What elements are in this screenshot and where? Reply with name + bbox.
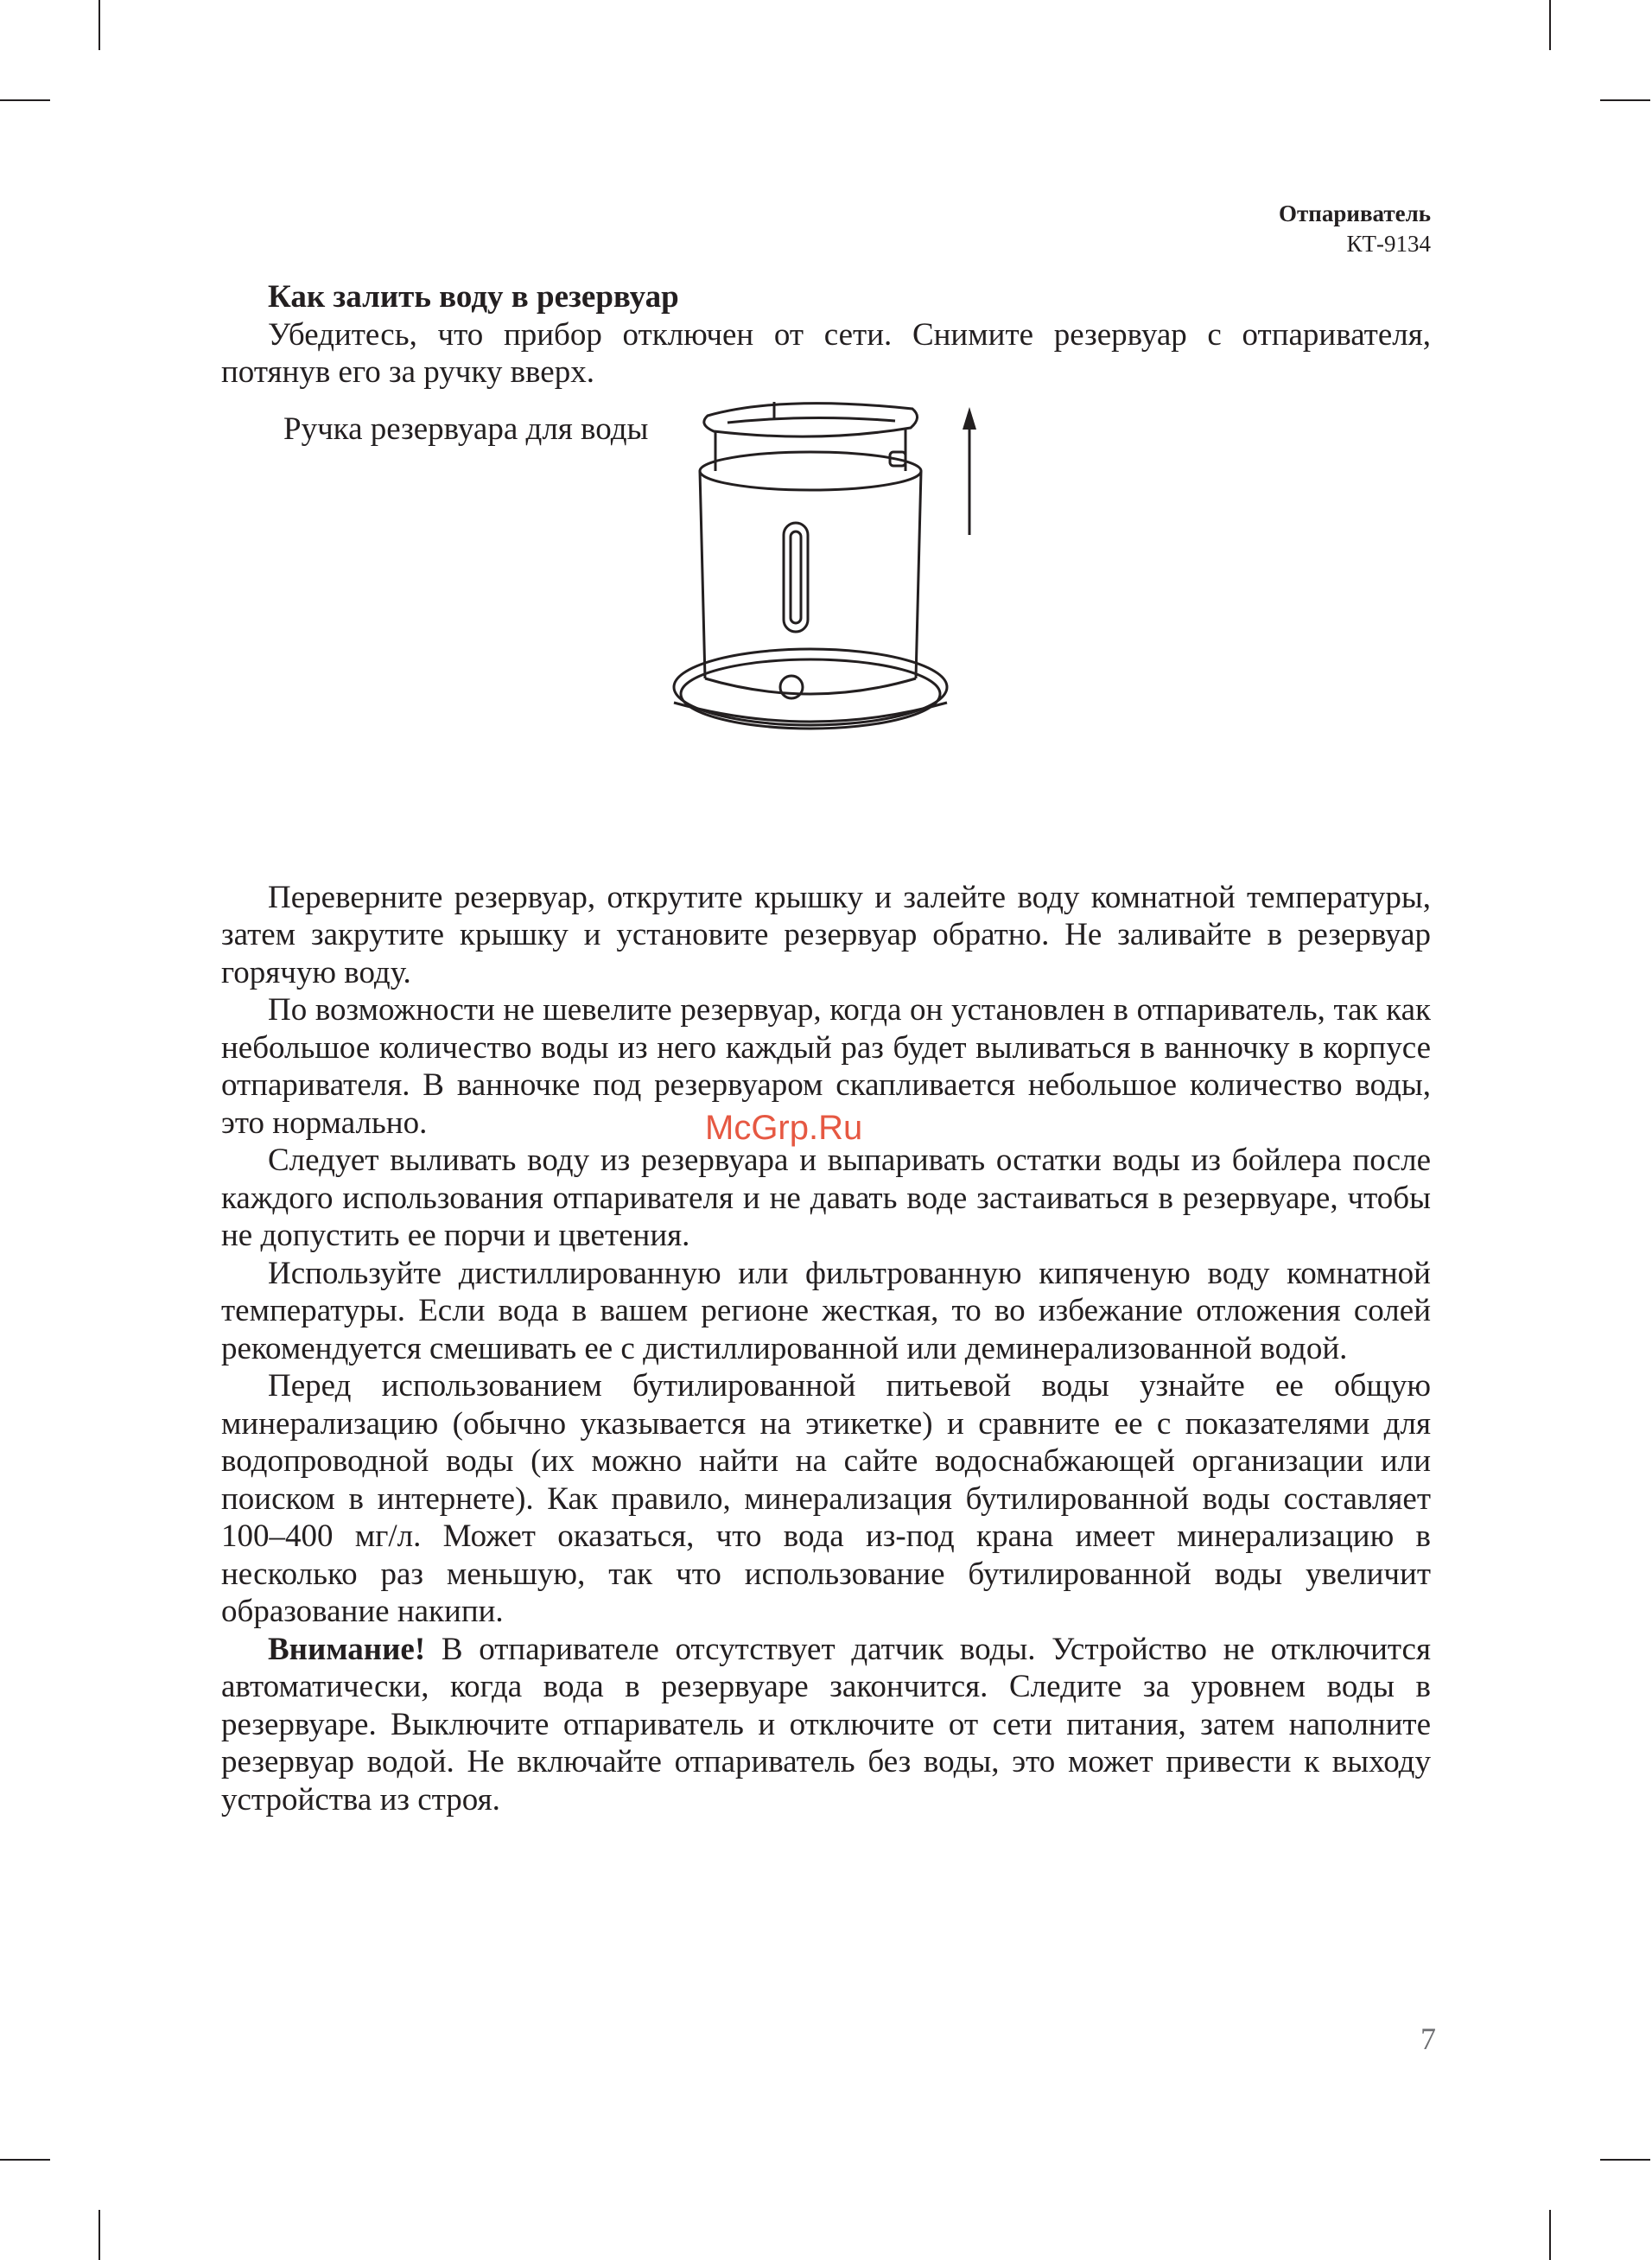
paragraph-water-type: Используйте дистиллированную или фильтрованную кипяченую воду комнатной температуры. Если вода в вашем регионе жесткая, то во избежание отложения солей рекомендуется смешивать ее с дистиллированной или деминерализованной водой. bbox=[221, 1255, 1431, 1366]
paragraph-mineralization: Перед использованием бутилированной питьевой воды узнайте ее общую минерализацию (обычно указывается на этикетке) и сравните ее с показателями для водопроводной воды (их можно найти на сайте водоснабжающей организации или поиском в интернете). Как правило, минерализация бутилированной воды составляет 100–400 мг/л. Может оказаться, что вода из-под крана имеет минерализацию в несколько раз меньшую, так что использование бутилированной воды увеличит образование накипи. bbox=[221, 1368, 1431, 1629]
spacer bbox=[221, 817, 1431, 879]
crop-mark bbox=[1600, 2159, 1650, 2161]
crop-mark bbox=[1549, 0, 1551, 50]
warning-lead: Внимание! bbox=[268, 1631, 426, 1667]
crop-mark bbox=[98, 2210, 100, 2260]
paragraph-drain: Следует выливать воду из резервуара и выпаривать остатки воды из бойлера после каждого использования отпаривателя и не давать воде застаиваться в резервуаре, чтобы не допустить ее порчи и цветения. bbox=[221, 1143, 1431, 1253]
page-number: 7 bbox=[1420, 2021, 1436, 2056]
intro-paragraph: Убедитесь, что прибор отключен от сети. Снимите резервуар с отпаривателя, потянув его за ручку вверх. bbox=[221, 316, 1431, 390]
figure-label: Ручка резервуара для воды bbox=[283, 411, 649, 447]
paragraph-warning bbox=[221, 1631, 1431, 1819]
running-header bbox=[1279, 199, 1431, 259]
crop-mark bbox=[1549, 2210, 1551, 2260]
warning-text: В отпаривателе отсутствует датчик воды. Устройство не отключится автоматически, когда вода в резервуаре закончится. Следите за уровнем воды в резервуаре. Выключите отпариватель и отключите от сети питания, затем наполните резервуар водой. Не включайте отпариватель без воды, это может привести к выходу устройства из строя. bbox=[221, 1631, 1431, 1818]
water-tank-illustration bbox=[221, 402, 1431, 817]
crop-mark bbox=[0, 99, 50, 101]
paragraph-refill: Переверните резервуар, открутите крышку и залейте воду комнатной температуры, затем закрутите крышку и установите резервуар обратно. Не заливайте в резервуар горячую воду. bbox=[221, 879, 1431, 990]
paragraph-tray: По возможности не шевелите резервуар, когда он установлен в отпариватель, так как небольшое количество воды из него каждый раз будет выливаться в ванночку в корпусе отпаривателя. В ванночке под резервуаром скапливается небольшое количество воды, это нормально. bbox=[221, 992, 1431, 1141]
crop-mark bbox=[1600, 99, 1650, 101]
crop-mark bbox=[0, 2159, 50, 2161]
section-title: Как залить воду в резервуар bbox=[268, 279, 679, 315]
up-arrow-icon bbox=[944, 405, 995, 544]
watermark: McGrp.Ru bbox=[705, 1109, 863, 1147]
header-product: Отпариватель bbox=[1279, 201, 1431, 226]
figure bbox=[221, 402, 1431, 817]
header-model: КТ-9134 bbox=[1346, 231, 1431, 257]
crop-mark bbox=[98, 0, 100, 50]
main-content bbox=[221, 278, 1431, 1818]
